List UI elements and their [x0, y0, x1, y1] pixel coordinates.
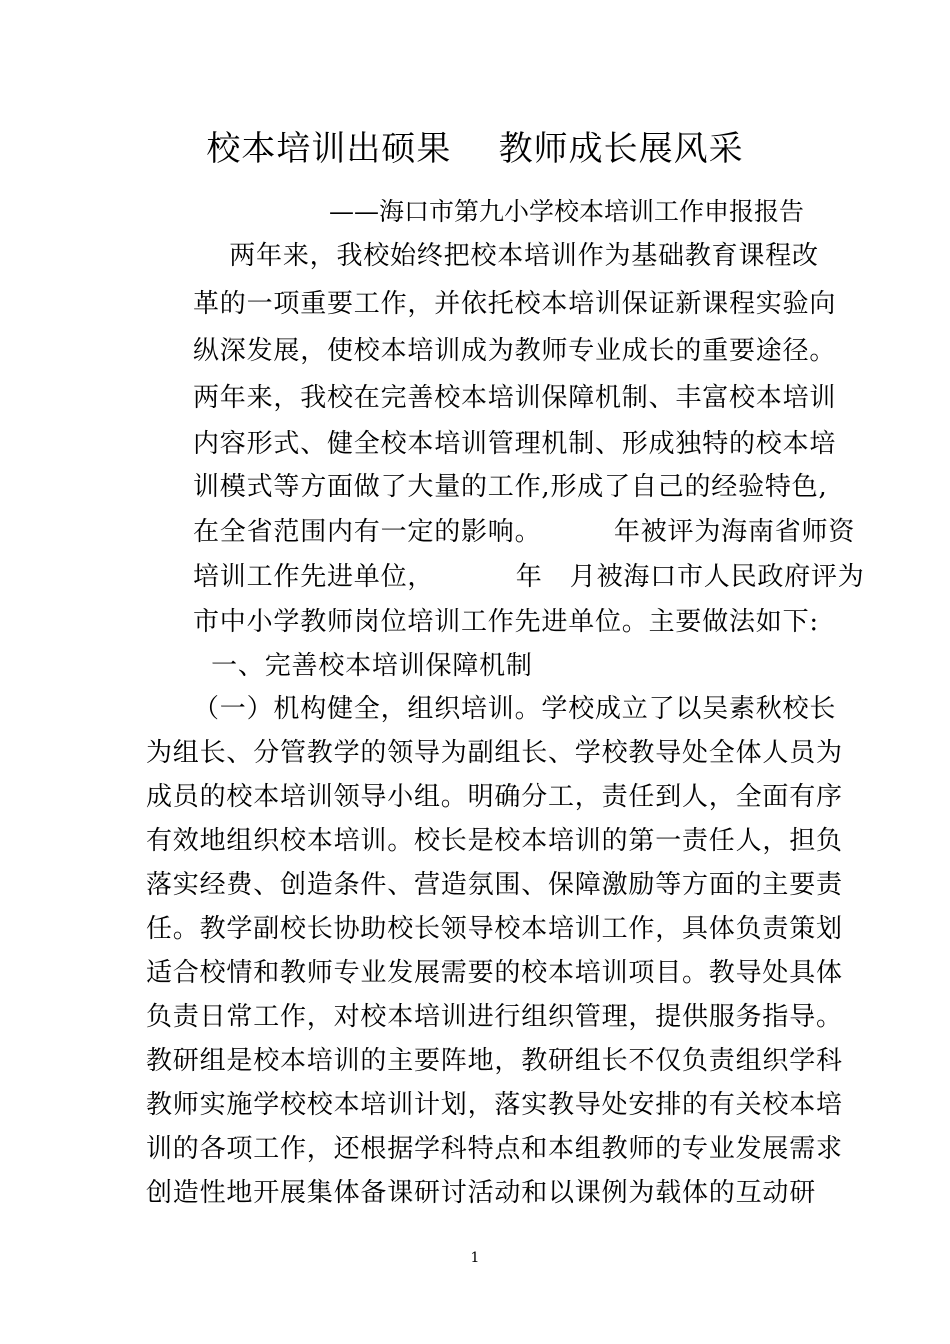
text-line: 成员的校本培训领导小组。明确分工，责任到人，全面有序	[146, 782, 843, 812]
document-subtitle: ——海口市第九小学校本培训工作申报报告	[328, 197, 804, 226]
page-number: 1	[470, 1250, 480, 1266]
text-line: 负责日常工作，对校本培训进行组织管理，提供服务指导。	[146, 1002, 843, 1032]
text-line: 在全省范围内有一定的影响。 年被评为海南省师资	[193, 517, 856, 547]
text-line: 为组长、分管教学的领导为副组长、学校教导处全体人员为	[146, 738, 843, 768]
text-line: 任。教学副校长协助校长领导校本培训工作，具体负责策划	[146, 914, 843, 944]
text-line: 革的一项重要工作，并依托校本培训保证新课程实验向	[193, 289, 837, 319]
text-line: 适合校情和教师专业发展需要的校本培训项目。教导处具体	[146, 958, 843, 988]
text-line: 有效地组织校本培训。校长是校本培训的第一责任人，担负	[146, 826, 843, 856]
text-line: 训模式等方面做了大量的工作,形成了自己的经验特色,	[193, 472, 828, 502]
text-line: 两年来，我校在完善校本培训保障机制、丰富校本培训	[193, 383, 837, 413]
text-line: 内容形式、健全校本培训管理机制、形成独特的校本培	[193, 429, 837, 459]
text-line: 落实经费、创造条件、营造氛围、保障激励等方面的主要责	[146, 870, 843, 900]
text-line: 教研组是校本培训的主要阵地，教研组长不仅负责组织学科	[146, 1046, 843, 1076]
text-line: 市中小学教师岗位培训工作先进单位。主要做法如下:	[193, 607, 819, 637]
text-line: 教师实施学校校本培训计划，落实教导处安排的有关校本培	[146, 1090, 843, 1120]
text-line: （一）机构健全，组织培训。学校成立了以吴素秋校长	[193, 694, 837, 724]
document-title: 校本培训出硕果 教师成长展风采	[206, 129, 744, 169]
text-line: 两年来，我校始终把校本培训作为基础教育课程改	[193, 241, 819, 271]
text-line: 训的各项工作，还根据学科特点和本组教师的专业发展需求	[146, 1134, 843, 1164]
text-line: 培训工作先进单位， 年 月被海口市人民政府评为	[193, 562, 865, 592]
text-line: 纵深发展，使校本培训成为教师专业成长的重要途径。	[193, 336, 837, 366]
text-line: 创造性地开展集体备课研讨活动和以课例为载体的互动研	[146, 1178, 817, 1208]
section-heading: 一、完善校本培训保障机制	[193, 651, 533, 681]
